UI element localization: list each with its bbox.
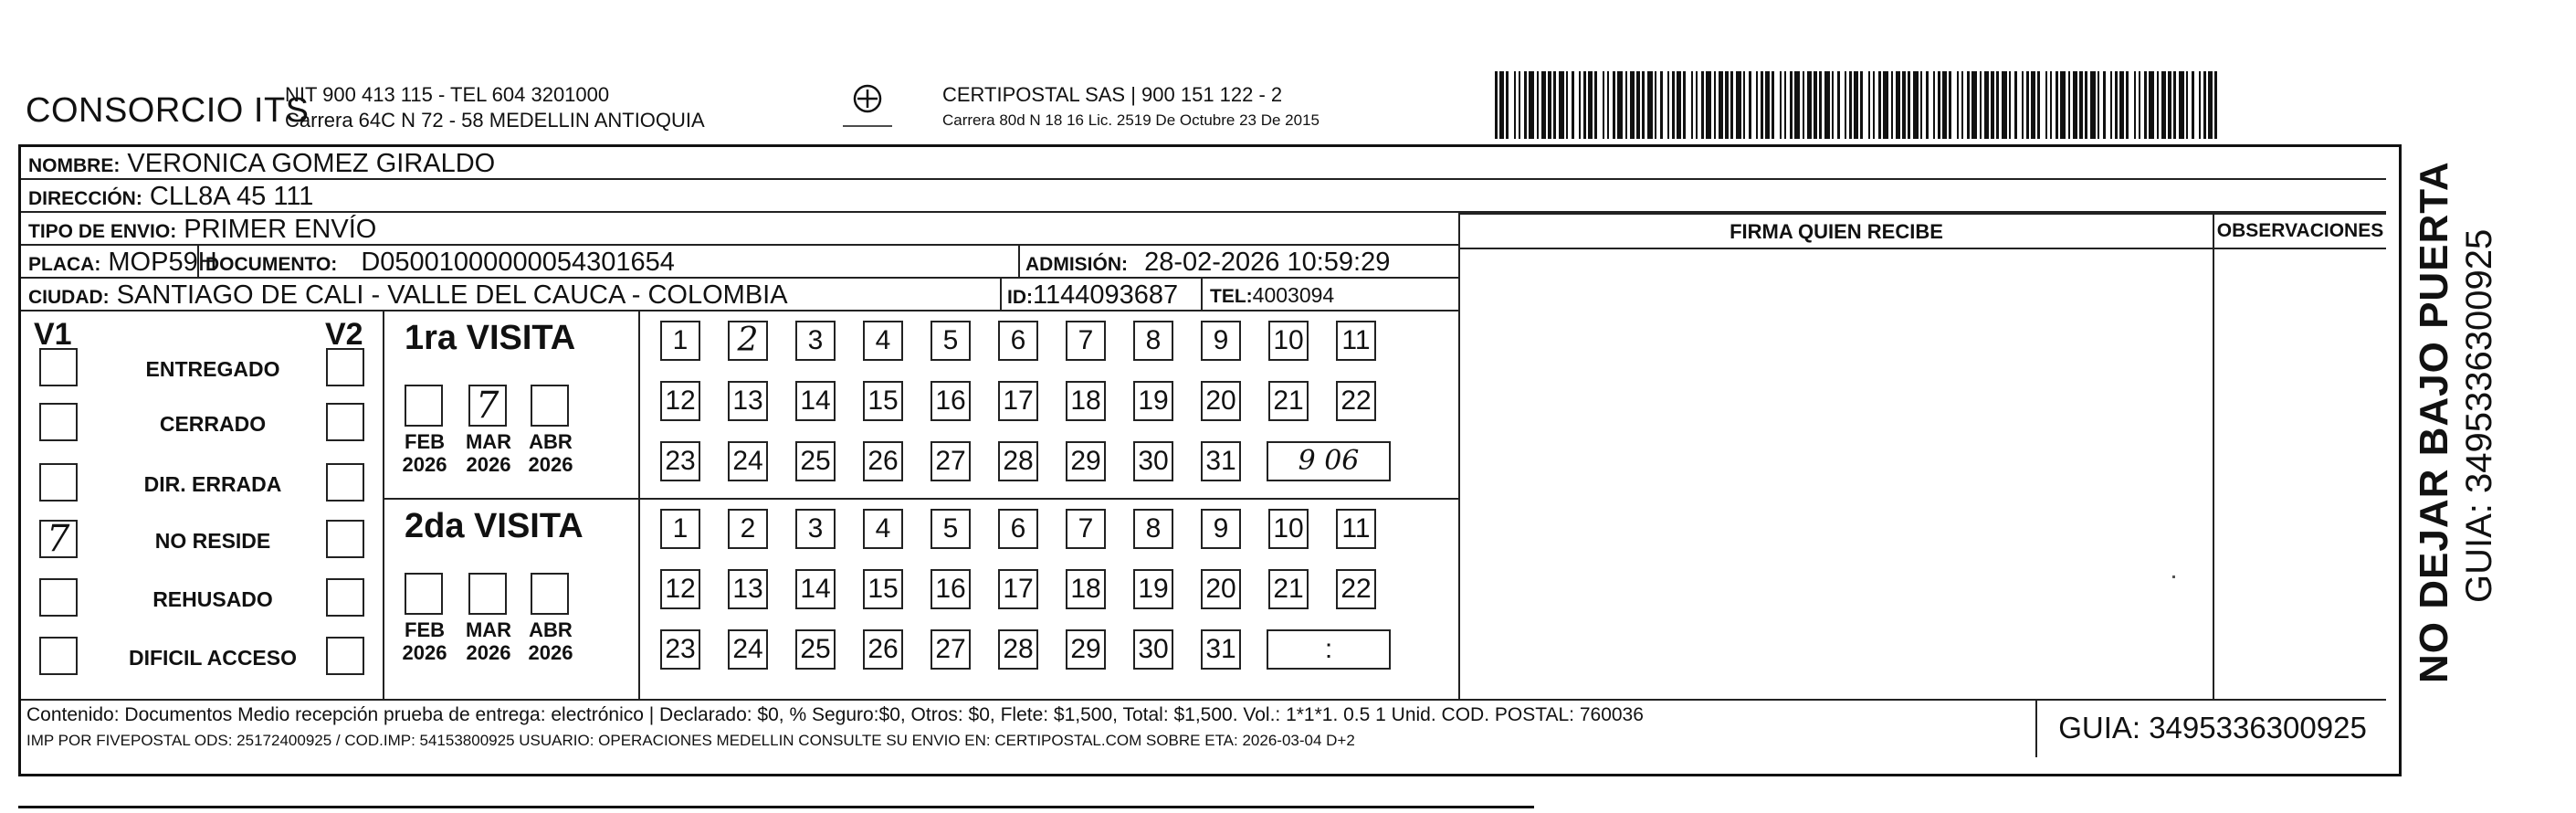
- divider: [21, 699, 2386, 701]
- day-box[interactable]: 15: [863, 569, 903, 609]
- day-box[interactable]: 10: [1268, 321, 1309, 361]
- status-label: ENTREGADO: [145, 357, 280, 381]
- v1-checkbox[interactable]: [39, 348, 78, 386]
- documento-label: DOCUMENTO:: [205, 254, 338, 275]
- dot: [2172, 575, 2175, 578]
- month-checkbox[interactable]: [531, 385, 569, 427]
- placa-row: [21, 246, 1458, 279]
- cert-line-1: CERTIPOSTAL SAS | 900 151 122 - 2: [942, 83, 1283, 106]
- day-box[interactable]: 13: [728, 381, 768, 421]
- day-box[interactable]: 27: [931, 441, 971, 481]
- footer-line-2: IMP POR FIVEPOSTAL ODS: 25172400925 / COD.IMP: 54153800925 USUARIO: OPERACIONES MEDELLIN CONSULTE SU ENVIO EN: CERTIPOSTAL.COM SOBRE ETA: 2026-03-04 D+2: [26, 732, 1355, 749]
- day-box[interactable]: 3: [795, 321, 836, 361]
- day-box[interactable]: 25: [795, 629, 836, 670]
- company-name: CONSORCIO ITS: [26, 91, 310, 130]
- day-box[interactable]: 29: [1066, 629, 1106, 670]
- day-box[interactable]: 3: [795, 509, 836, 549]
- handwritten-mark: 7: [47, 518, 70, 560]
- placa-label: PLACA:: [28, 254, 101, 275]
- nit-line: NIT 900 413 115 - TEL 604 3201000: [285, 83, 610, 106]
- footer-line-1: Contenido: Documentos Medio recepción prueba de entrega: electrónico | Declarado: $0, % Seguro:$0, Otros: $0, Flete: $1,500, Total: $1,500. Vol.: 1*1*1. 0.5 1 Unid. COD. POSTAL: 760036: [26, 704, 1644, 725]
- day-box[interactable]: 19: [1133, 569, 1173, 609]
- day-box[interactable]: 31: [1201, 629, 1241, 670]
- time-box[interactable]: [1267, 441, 1391, 481]
- day-box[interactable]: 18: [1066, 569, 1106, 609]
- day-box[interactable]: 28: [998, 441, 1038, 481]
- tel-label: TEL:: [1210, 286, 1253, 307]
- time-box[interactable]: [1267, 629, 1391, 670]
- day-box[interactable]: 7: [1066, 509, 1106, 549]
- day-box[interactable]: 28: [998, 629, 1038, 670]
- direccion-value: CLL8A 45 111: [149, 182, 314, 211]
- barcode: [1495, 71, 2221, 139]
- day-box[interactable]: 4: [863, 509, 903, 549]
- v1-checkbox[interactable]: [39, 520, 78, 558]
- footer-text: [26, 704, 2035, 750]
- v2-header: V2: [325, 317, 363, 352]
- nombre-row: [21, 147, 2386, 180]
- admision-label: ADMISIÓN:: [1025, 254, 1128, 275]
- shipping-label: [18, 144, 2402, 776]
- month-checkbox[interactable]: [405, 385, 443, 427]
- v2-checkbox[interactable]: [326, 403, 364, 441]
- certipostal-info: [942, 82, 1320, 133]
- placa-value: MOP59H: [108, 248, 217, 277]
- day-box[interactable]: 6: [998, 321, 1038, 361]
- second-visit-title: 2da VISITA: [405, 507, 584, 545]
- tipo-row: [21, 213, 1458, 246]
- company-info: [285, 82, 705, 133]
- day-box[interactable]: 27: [931, 629, 971, 670]
- month-label: MAR 2026: [465, 618, 512, 664]
- bottom-rule: [18, 806, 1534, 808]
- day-box[interactable]: 29: [1066, 441, 1106, 481]
- month-label: FEB 2026: [402, 430, 447, 476]
- side-guia: GUIA: 3495336300925: [2459, 228, 2499, 603]
- day-box[interactable]: 14: [795, 381, 836, 421]
- status-label: CERRADO: [159, 412, 267, 436]
- day-box[interactable]: 8: [1133, 321, 1173, 361]
- direccion-row: [21, 180, 2386, 213]
- month-checkbox[interactable]: [531, 573, 569, 615]
- month-label: ABR 2026: [528, 430, 573, 476]
- direccion-label: DIRECCIÓN:: [28, 188, 142, 209]
- visits-section: [384, 311, 1458, 699]
- day-box[interactable]: 17: [998, 381, 1038, 421]
- footer-guia: GUIA: 3495336300925: [2035, 699, 2388, 757]
- divider: [384, 498, 1458, 500]
- day-box[interactable]: 15: [863, 381, 903, 421]
- day-box[interactable]: 11: [1336, 321, 1376, 361]
- day-box[interactable]: 9: [1201, 509, 1241, 549]
- divider: [638, 311, 640, 699]
- cert-line-2: Carrera 80d N 18 16 Lic. 2519 De Octubre 23 De 2015: [942, 111, 1320, 129]
- ciudad-label: CIUDAD:: [28, 287, 110, 308]
- day-box[interactable]: 1: [660, 509, 700, 549]
- v2-checkbox[interactable]: [326, 348, 364, 386]
- id-label: ID:: [1007, 287, 1033, 308]
- day-box[interactable]: 19: [1133, 381, 1173, 421]
- month-label: MAR 2026: [465, 430, 512, 476]
- status-label: REHUSADO: [152, 587, 273, 611]
- divider: [197, 246, 199, 277]
- nombre-value: VERONICA GOMEZ GIRALDO: [127, 149, 496, 178]
- first-visit-title: 1ra VISITA: [405, 319, 576, 357]
- day-box[interactable]: 8: [1133, 509, 1173, 549]
- day-box[interactable]: 5: [931, 321, 971, 361]
- v1-checkbox[interactable]: [39, 403, 78, 441]
- day-box[interactable]: 24: [728, 629, 768, 670]
- day-box[interactable]: 16: [931, 381, 971, 421]
- day-box[interactable]: 17: [998, 569, 1038, 609]
- month-checkbox[interactable]: [468, 385, 507, 427]
- day-box[interactable]: 12: [660, 569, 700, 609]
- day-box[interactable]: [728, 321, 768, 361]
- tipo-value: PRIMER ENVÍO: [184, 215, 377, 244]
- signature-area: [1458, 213, 2386, 699]
- day-box[interactable]: 7: [1066, 321, 1106, 361]
- day-box[interactable]: 23: [660, 629, 700, 670]
- status-label: DIR. ERRADA: [143, 472, 282, 496]
- observaciones-header: OBSERVACIONES: [2216, 220, 2384, 241]
- status-label: DIFICIL ACCESO: [128, 646, 297, 670]
- v2-checkbox[interactable]: [326, 578, 364, 617]
- v1-checkbox[interactable]: [39, 463, 78, 502]
- side-warning: NO DEJAR BAJO PUERTA: [2412, 161, 2456, 683]
- admision-value: 28-02-2026 10:59:29: [1144, 248, 1391, 277]
- day-box[interactable]: 1: [660, 321, 700, 361]
- time-value: 9 06: [1298, 445, 1360, 477]
- day-box[interactable]: 24: [728, 441, 768, 481]
- divider: [1201, 279, 1203, 310]
- day-box[interactable]: 16: [931, 569, 971, 609]
- day-box[interactable]: 21: [1268, 381, 1309, 421]
- day-box[interactable]: 9: [1201, 321, 1241, 361]
- day-box[interactable]: 26: [863, 441, 903, 481]
- id-value: 1144093687: [1033, 280, 1179, 310]
- month-checkbox[interactable]: [468, 573, 507, 615]
- day-box[interactable]: 21: [1268, 569, 1309, 609]
- divider: [1000, 279, 1002, 310]
- day-box[interactable]: 20: [1201, 569, 1241, 609]
- address-line: Carrera 64C N 72 - 58 MEDELLIN ANTIOQUIA: [285, 109, 705, 132]
- v1-checkbox[interactable]: [39, 637, 78, 675]
- certipostal-logo: [836, 80, 899, 135]
- tipo-label: TIPO DE ENVIO:: [28, 221, 177, 242]
- v2-checkbox[interactable]: [326, 637, 364, 675]
- ciudad-value: SANTIAGO DE CALI - VALLE DEL CAUCA - COLOMBIA: [116, 280, 788, 310]
- day-box[interactable]: 6: [998, 509, 1038, 549]
- month-label: ABR 2026: [528, 618, 573, 664]
- day-box[interactable]: 14: [795, 569, 836, 609]
- time-value: :: [1324, 634, 1333, 664]
- v1-header: V1: [34, 317, 72, 352]
- documento-value: D05001000000054301654: [361, 248, 675, 277]
- status-label: NO RESIDE: [154, 529, 271, 553]
- day-box[interactable]: 12: [660, 381, 700, 421]
- day-box[interactable]: 26: [863, 629, 903, 670]
- day-box[interactable]: 23: [660, 441, 700, 481]
- day-box[interactable]: 11: [1336, 509, 1376, 549]
- day-box[interactable]: 4: [863, 321, 903, 361]
- day-box[interactable]: 22: [1336, 569, 1376, 609]
- day-box[interactable]: 30: [1133, 629, 1173, 670]
- day-box[interactable]: 31: [1201, 441, 1241, 481]
- v1-checkbox[interactable]: [39, 578, 78, 617]
- nombre-label: NOMBRE:: [28, 155, 121, 176]
- day-box[interactable]: 20: [1201, 381, 1241, 421]
- handwritten-mark: 7: [476, 385, 499, 427]
- day-box[interactable]: 13: [728, 569, 768, 609]
- firma-header: FIRMA QUIEN RECIBE: [1730, 220, 1943, 243]
- day-box[interactable]: 25: [795, 441, 836, 481]
- month-checkbox[interactable]: [405, 573, 443, 615]
- month-label: FEB 2026: [402, 618, 447, 664]
- handwritten-mark: 2: [737, 322, 759, 359]
- day-box[interactable]: 2: [728, 509, 768, 549]
- day-box[interactable]: 10: [1268, 509, 1309, 549]
- day-box[interactable]: 22: [1336, 381, 1376, 421]
- day-box[interactable]: 18: [1066, 381, 1106, 421]
- status-section: [21, 311, 384, 699]
- day-box[interactable]: 30: [1133, 441, 1173, 481]
- ciudad-row: [21, 279, 1458, 311]
- v2-checkbox[interactable]: [326, 463, 364, 502]
- divider: [2213, 215, 2214, 699]
- v2-checkbox[interactable]: [326, 520, 364, 558]
- day-box[interactable]: 5: [931, 509, 971, 549]
- tel-value: 4003094: [1252, 283, 1335, 307]
- divider: [1018, 246, 1020, 277]
